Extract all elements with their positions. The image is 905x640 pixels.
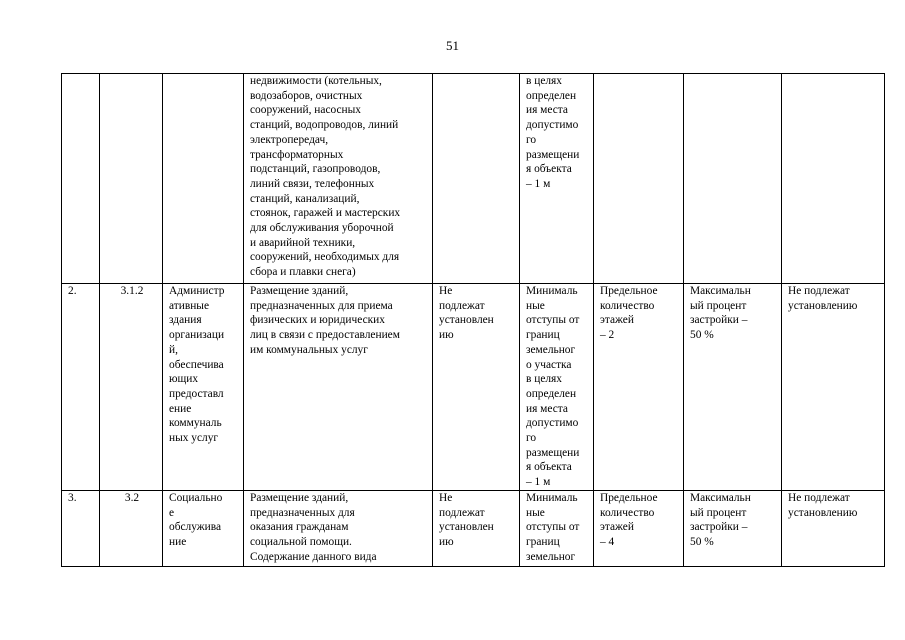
cell-other-params [782, 74, 885, 284]
page-number: 51 [446, 38, 459, 53]
cell-description: недвижимости (котельных, водозаборов, очистных сооружений, насосных станций, водопроводов, линий электропередач, трансформаторных подстанций, газопроводов, линий связи, телефонных станций, канализаций, стоянок, гаражей и мастерских для обслуживания уборочной и аварийной техники, сооружений, необходимых для сбора и плавки снега) [244, 74, 433, 284]
cell-coverage: Максимальн ый процент застройки – 50 % [684, 284, 782, 491]
cell-code [100, 74, 163, 284]
cell-other-params: Не подлежат установлению [782, 490, 885, 566]
cell-number: 2. [62, 284, 100, 491]
cell-setbacks: Минималь ные отступы от границ земельног [520, 490, 594, 566]
cell-use-name: Социально е обслужива ние [163, 490, 244, 566]
cell-code: 3.2 [100, 490, 163, 566]
table-row [62, 74, 885, 284]
cell-plot-size: Не подлежат установлен ию [433, 490, 520, 566]
cell-plot-size [433, 74, 520, 284]
cell-plot-size: Не подлежат установлен ию [433, 284, 520, 491]
cell-floors: Предельное количество этажей – 4 [594, 490, 684, 566]
cell-number [62, 74, 100, 284]
cell-floors: Предельное количество этажей – 2 [594, 284, 684, 491]
land-use-table [61, 73, 885, 567]
cell-use-name [163, 74, 244, 284]
cell-description: Размещение зданий, предназначенных для оказания гражданам социальной помощи. Содержание данного вида [244, 490, 433, 566]
cell-coverage: Максимальн ый процент застройки – 50 % [684, 490, 782, 566]
cell-use-name: Администр ативные здания организаци й, обеспечива ющих предоставл ение коммуналь ных услуг [163, 284, 244, 491]
cell-setbacks: Минималь ные отступы от границ земельног о участка в целях определен ия места допустимо го размещени я объекта – 1 м [520, 284, 594, 491]
cell-coverage [684, 74, 782, 284]
cell-floors [594, 74, 684, 284]
cell-code: 3.1.2 [100, 284, 163, 491]
cell-number: 3. [62, 490, 100, 566]
table-row [62, 284, 885, 491]
cell-other-params: Не подлежат установлению [782, 284, 885, 491]
cell-description: Размещение зданий, предназначенных для приема физических и юридических лиц в связи с предоставлением им коммунальных услуг [244, 284, 433, 491]
table-row [62, 490, 885, 566]
cell-setbacks: в целях определен ия места допустимо го размещени я объекта – 1 м [520, 74, 594, 284]
